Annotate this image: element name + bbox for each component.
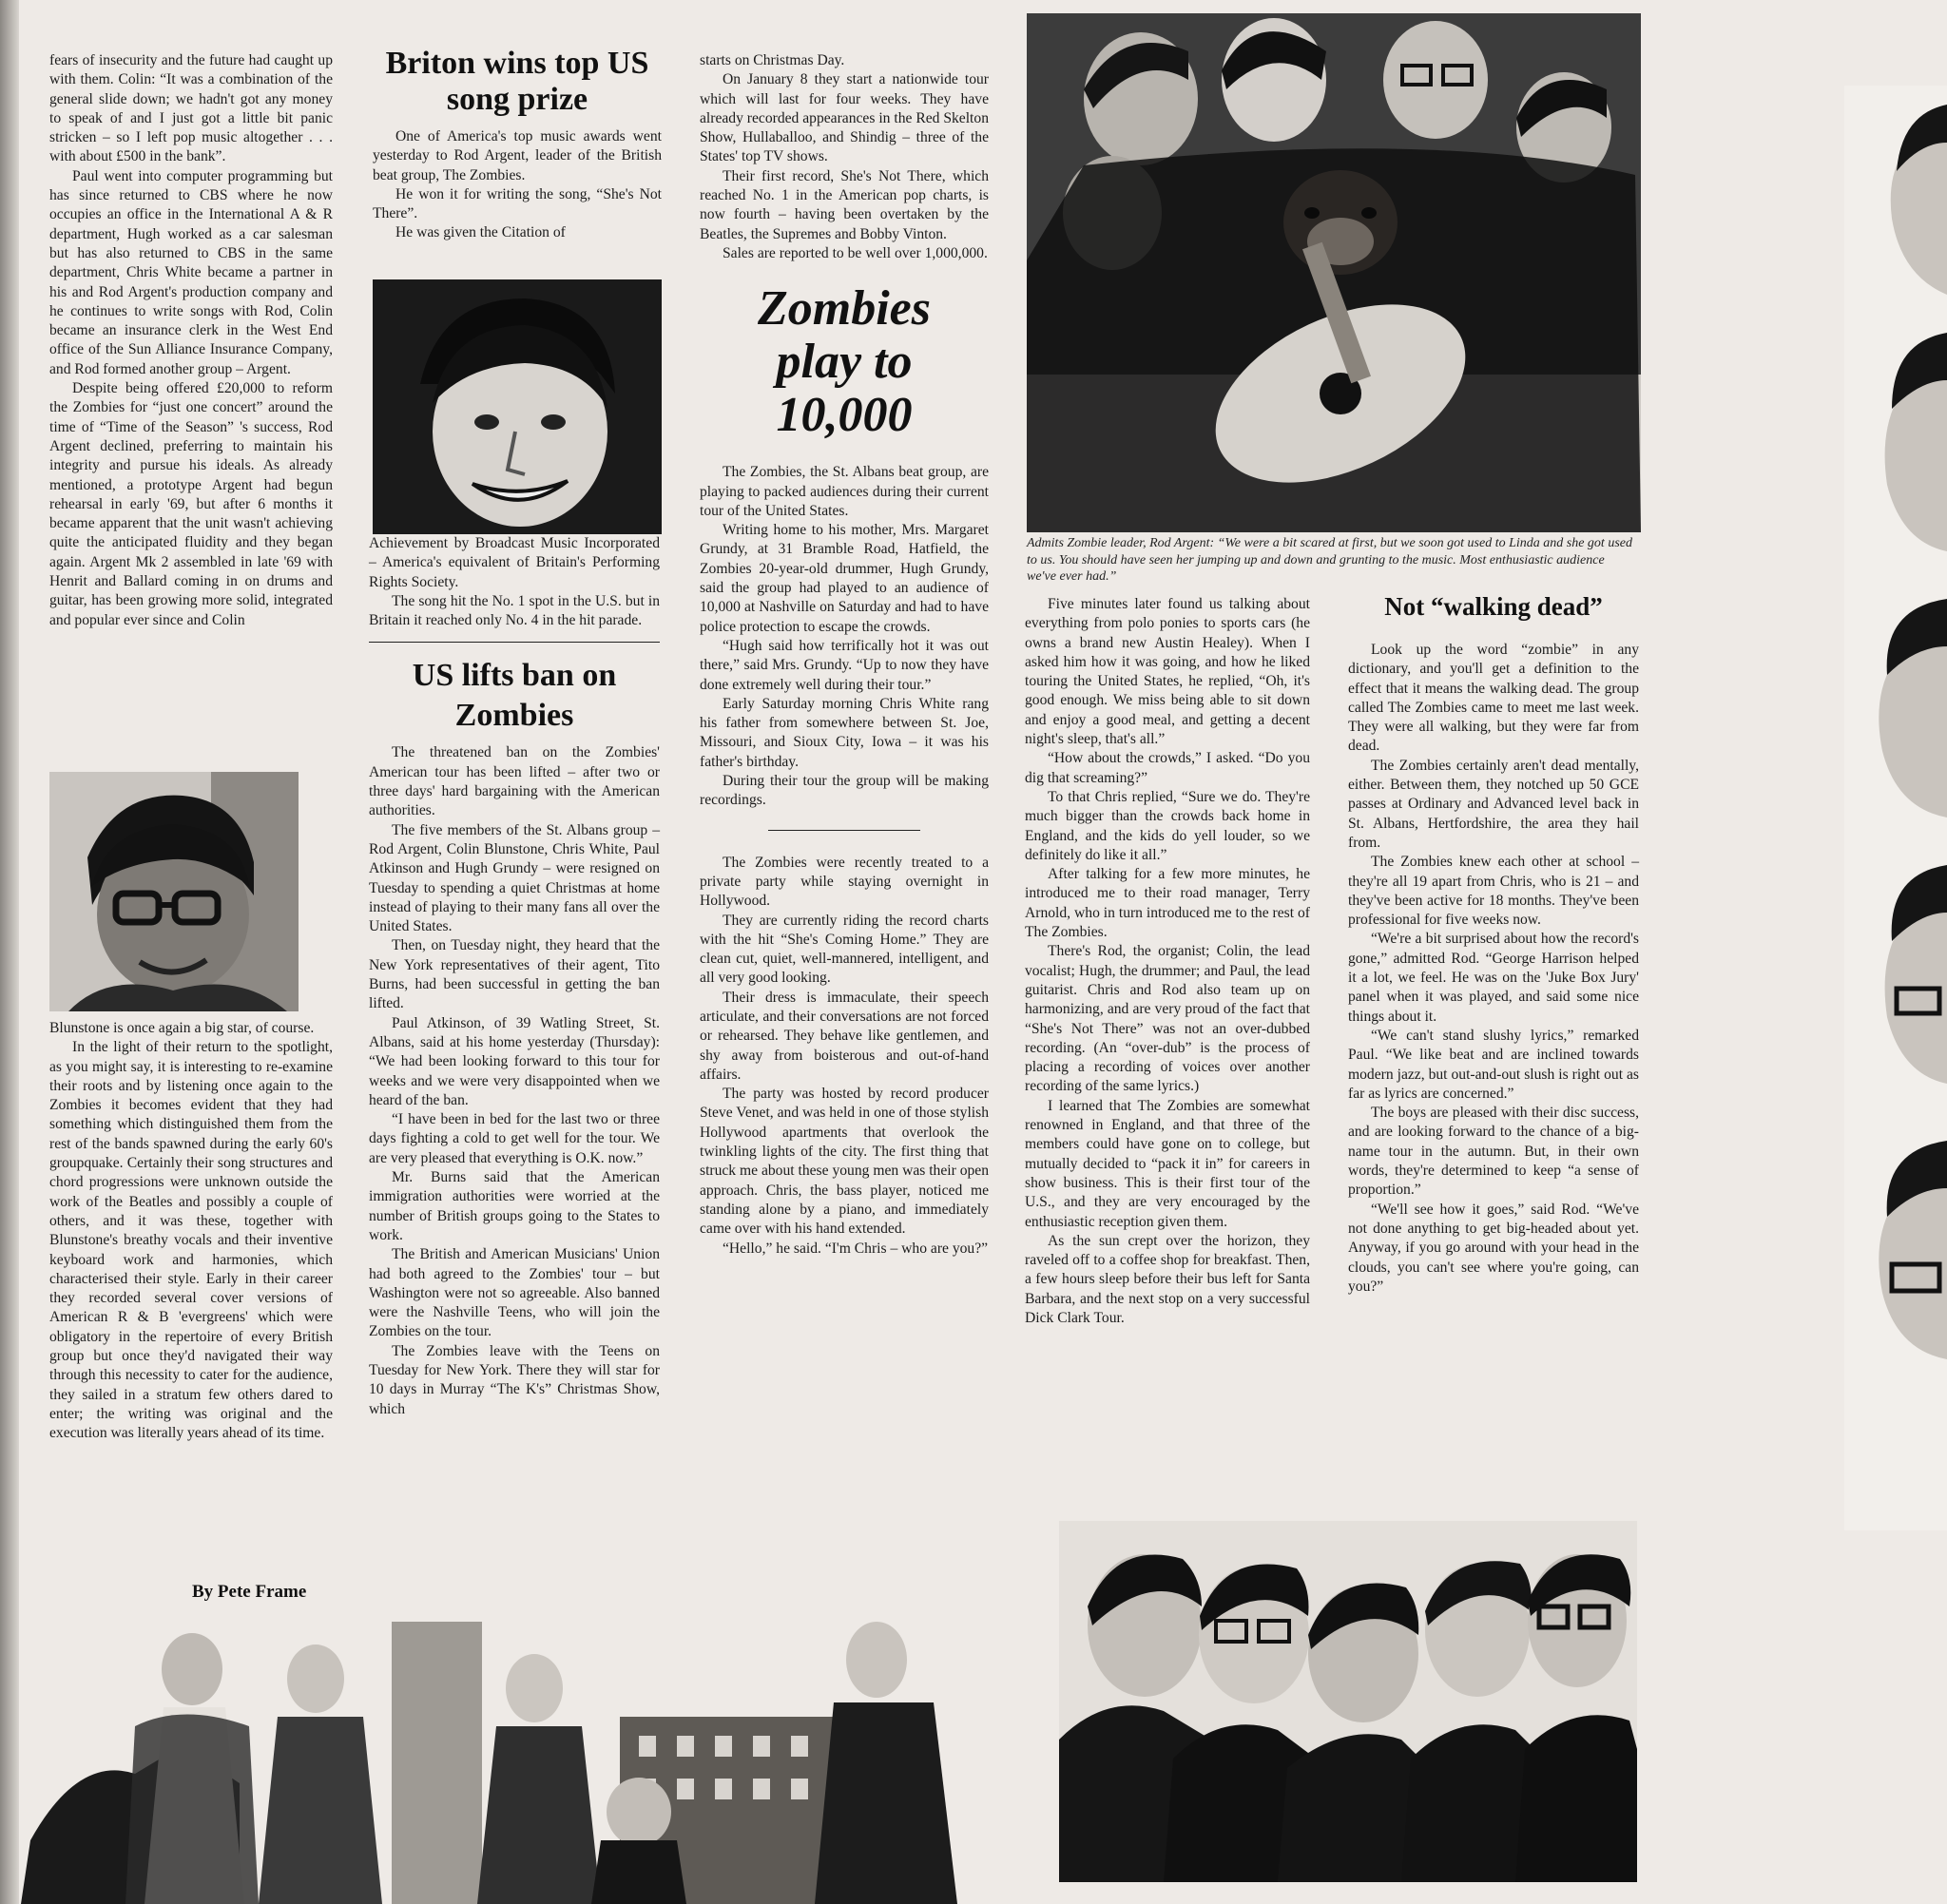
paragraph: Their first record, She's Not There, which reached No. 1 in the American pop charts, is now fourth – having been overtaken by the Beatles, the Supremes and Bobby Vinton. [700, 167, 989, 242]
paragraph: He was given the Citation of [395, 224, 566, 241]
rooftop-illustration [21, 1612, 1004, 1904]
paragraph: Look up the word “zombie” in any dictionary, and you'll get a definition to the effect that it means the walking dead. The group called The Zombies came to meet me last week. They were all walking, but they were far from dead. [1348, 642, 1639, 755]
paragraph: “Hugh said how terrifically hot it was out there,” said Mrs. Grundy. “Up to now they have done extremely well during their tour.” [700, 637, 989, 693]
paragraph: The party was hosted by record producer Steve Venet, and was held in one of those stylish Hollywood apartments that overlook the twinkling lights of the city. The first thing that struck me about these young men was their open approach. Chris, the bass player, noticed me standing alone by a piano, and immediately came over with his hand extended. [700, 1086, 990, 1238]
band-with-chimp-photo [1027, 13, 1641, 532]
paragraph: The British and American Musicians' Union had both agreed to the Zombies' tour – but Washington were not so agreeable. Also banned were the Nashville Teens, who will join the Zombies on the tour. [369, 1246, 660, 1340]
headline-briton-wins: Briton wins top US song prize [385, 46, 649, 117]
column-2-middle [369, 534, 660, 1419]
byline: By Pete Frame [192, 1582, 307, 1602]
paragraph: “Hello,” he said. “I'm Chris – who are you?” [723, 1240, 989, 1257]
column-4 [1025, 595, 1310, 1328]
paragraph: I learned that The Zombies are somewhat renowned in England, and that three of the members could have gone on to college, but mutually decided to “pack it in” for careers in show business. This is their first tour of the U.S., and they are very encouraged by the enthusiastic reception given them. [1025, 1097, 1310, 1230]
headline-not-walking-dead: Not “walking dead” [1384, 592, 1603, 621]
paragraph: “We're a bit surprised about how the record's gone,” admitted Rod. “George Harrison helped it a lot, we feel. He was on the 'Juke Box Jury' panel when it was played, and said some nice things about it. [1348, 931, 1639, 1025]
paragraph: The five members of the St. Albans group – Rod Argent, Colin Blunstone, Chris White, Paul Atkinson and Hugh Grundy – were resigned on Tuesday to spending a quiet Christmas at home instead of playing to their many fans all over the United States. [369, 821, 660, 935]
paragraph: The Zombies, the St. Albans beat group, are playing to packed audiences during their current tour of the United States. [700, 464, 989, 519]
paragraph: Five minutes later found us talking about everything from polo ponies to sports cars (he owns a brand new Austin Healey). When I asked him how it was going, and how he liked touring the United States, he replied, “Oh, it's good enough. We miss being able to sit down and enjoy a good meal, and getting a decent night's sleep, that's all.” [1025, 596, 1310, 748]
headline-us-lifts-ban: US lifts ban on Zombies [412, 658, 617, 734]
paragraph: To that Chris replied, “Sure we do. They're much bigger than the crowds back home in England, and the kids do yell louder, so we definitely do like it all.” [1025, 788, 1310, 863]
band-rooftop-photo [21, 1612, 1004, 1904]
paragraph: Sales are reported to be well over 1,000,000. [723, 244, 988, 261]
band-portrait-photo [1059, 1521, 1637, 1882]
paragraph: They are currently riding the record charts with the hit “She's Coming Home.” They are clean cut, quiet, well-mannered, intelligent, and all very good looking. [700, 912, 989, 987]
portrait-illustration [373, 279, 662, 534]
headline-zombies-play: Zombies play to 10,000 [758, 281, 931, 443]
paragraph: On January 8 they start a nationwide tour which will last for four weeks. They have already recorded appearances in the Red Skelton Show, Hullaballoo, and Shindig – three of the States' top TV shows. [700, 71, 989, 165]
paragraph: There's Rod, the organist; Colin, the lead vocalist; Hugh, the drummer; and Paul, the lead guitarist. Chris and Rod also team up on harmonizing, and are very proud of the fact that “She's Not There” was not an over-dubbed recording. (An “over-dub” is the process of placing a recording of voices over another recording of the same lyrics.) [1025, 943, 1310, 1095]
paragraph: Writing home to his mother, Mrs. Margaret Grundy, at 31 Bramble Road, Hatfield, the Zombies 20-year-old drummer, Hugh Grundy, said the group had played to an audience of 10,000 at Nashville on Saturday and had to have police protection to escape the crowds. [700, 522, 989, 635]
column-1-bottom [49, 1019, 333, 1444]
band-photo-illustration [1027, 13, 1641, 532]
profile-faces-illustration [1844, 86, 1947, 1530]
paragraph: The Zombies were recently treated to a private party while staying overnight in Hollywood. [700, 854, 989, 910]
paragraph: Early Saturday morning Chris White rang his father from somewhere between St. Joe, Missouri, and Sioux City, Iowa – it was his father's birthday. [700, 695, 989, 770]
paragraph: Their dress is immaculate, their speech articulate, and their conversations are not forced or rehearsed. They behave like gentlemen, and shy away from boisterous and out-of-hand affairs. [700, 989, 989, 1083]
column-2-top [373, 46, 662, 243]
column-5 [1348, 591, 1639, 1297]
section-divider [369, 642, 660, 643]
paragraph: “How about the crowds,” I asked. “Do you dig that screaming?” [1025, 750, 1310, 786]
paragraph: The threatened ban on the Zombies' American tour has been lifted – after two or three days' hard bargaining with the American authorities. [369, 744, 660, 819]
portrait-illustration [49, 772, 299, 1011]
paragraph: The boys are pleased with their disc success, and are looking forward to the chance of a big-name tour in the autumn. But, in their own words, they're determined to keep “a sense of proportion.” [1348, 1105, 1639, 1199]
paragraph: starts on Christmas Day. [700, 52, 845, 68]
paragraph: Blunstone is once again a big star, of course. [49, 1020, 315, 1036]
paragraph: Then, on Tuesday night, they heard that the New York representatives of their agent, Tito Burns, had been successful in getting the ban lifted. [369, 937, 660, 1012]
paragraph: The Zombies knew each other at school – they're all 19 apart from Chris, who is 21 – and they've been active for 18 months. They've been professional for five weeks now. [1348, 854, 1639, 929]
right-edge-face-strip [1844, 86, 1947, 1530]
paragraph: Paul went into computer programming but has since returned to CBS where he now occupies an office in the International A & R department, Hugh worked as a car salesman but has also returned to CBS in the same department, Chris White became a partner in his and Rod Argent's production company and he continues to write songs with Rod, Colin became an insurance clerk in the West End office of the Sun Alliance Insurance Company, and Rod formed another group – Argent. [49, 167, 333, 377]
paragraph: Despite being offered £20,000 to reform the Zombies for “just one concert” around the time of “Time of the Season” 's success, Rod Argent declined, preferring to maintain his integrity and pursue his ideals. As already mentioned, a prototype Argent had begun rehearsal in early '69, but after 6 months it became apparent that the unit wasn't achieving quite the anticipated fluidity and they began again. Argent Mk 2 assembled in late '69 with Henrit and Ballard coming in on drums and guitar, has been growing more solid, integrated and popular ever since and Colin [49, 380, 333, 628]
paragraph: The Zombies leave with the Teens on Tuesday for New York. There they will star for 10 days in Murray “The K's” Christmas Show, which [369, 1342, 660, 1417]
paragraph: During their tour the group will be making recordings. [700, 773, 989, 809]
paragraph: fears of insecurity and the future had caught up with them. Colin: “It was a combination of the general slide down; we hadn't got any money to speak of and I just got a little bit panic stricken – so I left pop music altogether . . . with about £500 in the bank”. [49, 52, 333, 165]
paragraph: Paul Atkinson, of 39 Watling Street, St. Albans, said at his home yesterday (Thursday): “We had been looking forward to this tour for weeks and we were very disappointed when we heard of the ban. [369, 1014, 660, 1108]
paragraph: The Zombies certainly aren't dead mentally, either. Between them, they notched up 50 GCE passes at Ordinary and Advanced level back in St. Albans, Hertfordshire, the area they hail from. [1348, 757, 1639, 851]
paragraph: “We'll see how it goes,” said Rod. “We've not done anything to get big-headed about yet. Anyway, if you go around with your head in the clouds, you can't see where you're going, can you?” [1348, 1201, 1639, 1295]
paragraph: The song hit the No. 1 spot in the U.S. but in Britain it reached only No. 4 in the hit parade. [369, 592, 660, 629]
paragraph: After talking for a few more minutes, he introduced me to their road manager, Terry Arnold, who in turn introduced me to the rest of The Zombies. [1025, 866, 1310, 941]
column-1-top [49, 51, 333, 630]
paragraph: He won it for writing the song, “She's Not There”. [373, 185, 662, 222]
blunstone-portrait-photo [49, 772, 299, 1011]
paragraph: “We can't stand slushy lyrics,” remarked Paul. “We like beat and are inclined towards modern jazz, but out-and-out slush is right out as far as lyrics are concerned.” [1348, 1027, 1639, 1102]
paragraph: One of America's top music awards went yesterday to Rod Argent, leader of the British beat group, The Zombies. [373, 128, 662, 183]
photo-caption: Admits Zombie leader, Rod Argent: “We were a bit scared at first, but we soon got used to Linda and she got used to us. You should have seen her jumping up and down and grunting to the music. Most enthusiastic audience we've ever had.” [1027, 536, 1632, 584]
paragraph: Achievement by Broadcast Music Incorporated – America's equivalent of Britain's Performing Rights Society. [369, 535, 660, 590]
rod-argent-portrait-photo [373, 279, 662, 534]
paragraph: In the light of their return to the spotlight, as you might say, it is interesting to re-examine their roots and by listening once again to the Zombies it becomes evident that they had something which distinguished them from the rest of the bands spawned during the early 60's groupquake. Certainly their song structures and chord progressions were unknown outside the work of the Beatles and possibly a couple of others, and it was these, together with Blunstone's breathy vocals and their inventive keyboard work and harmonies, which characterised their style. Early in their career they recorded several cover versions of American R & B 'evergreens' which were obligatory in the repertoire of every British group but once they'd navigated their way through this necessity to cater for the audience, they sailed in a stratum few others dared to enter; the writing was original and the execution was literally years ahead of its time. [49, 1039, 333, 1442]
section-divider [768, 830, 920, 831]
band-portrait-illustration [1059, 1521, 1637, 1882]
column-3 [700, 51, 989, 1259]
paragraph: “I have been in bed for the last two or three days fighting a cold to get well for the tour. We are very pleased that everything is O.K. now.” [369, 1111, 660, 1166]
page-spine [0, 0, 19, 1904]
paragraph: As the sun crept over the horizon, they raveled off to a coffee shop for breakfast. Then, a few hours sleep before their bus left for Santa Barbara, and the next stop on a very successful Dick Clark Tour. [1025, 1232, 1310, 1326]
paragraph: Mr. Burns said that the American immigration authorities were worried at the number of British groups going to the States to work. [369, 1169, 660, 1243]
